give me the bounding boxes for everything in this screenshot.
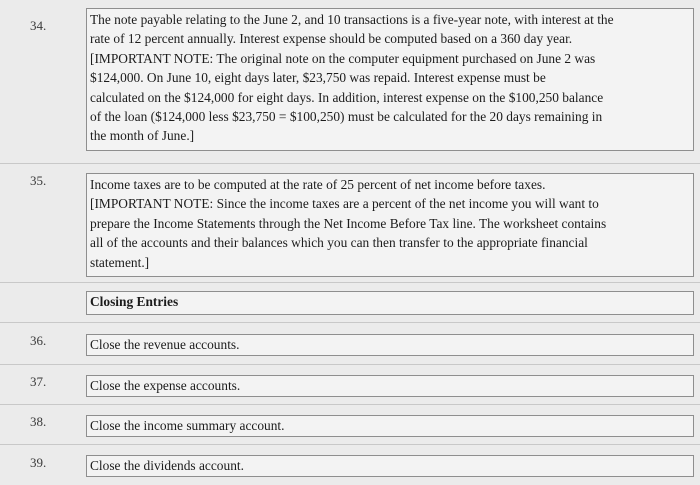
item-text: Close the revenue accounts. (90, 337, 240, 352)
item-text-box (86, 173, 694, 277)
item-row-36 (0, 322, 700, 364)
item-row-38 (0, 404, 700, 444)
item-text: Close the dividends account. (90, 458, 244, 473)
item-text-box (86, 455, 694, 477)
text-line: statement.] (90, 254, 150, 270)
item-row-34 (0, 0, 700, 163)
item-text-box (86, 375, 694, 397)
item-number: 39. (30, 455, 47, 470)
item-text-box (86, 415, 694, 437)
item-text-box (86, 334, 694, 356)
text-line: The note payable relating to the June 2, and 10 transactions is a five-year note, with interest at the (90, 12, 614, 27)
text-line: calculated on the $124,000 for eight days. In addition, interest expense on the $100,250 balance (90, 89, 604, 105)
item-number: 36. (30, 333, 47, 348)
text-line: Income taxes are to be computed at the rate of 25 percent of net income before taxes. (90, 177, 546, 192)
text-line: of the loan ($124,000 less $23,750 = $100,250) must be calculated for the 20 days remaining in (90, 109, 603, 125)
text-line: prepare the Income Statements through the Net Income Before Tax line. The worksheet contains (90, 215, 607, 231)
text-line: $124,000. On June 10, eight days later, $23,750 was repaid. Interest expense must be (90, 70, 546, 86)
text-line: [IMPORTANT NOTE: The original note on the computer equipment purchased on June 2 was (90, 50, 596, 66)
section-heading: Closing Entries (90, 294, 179, 309)
item-number: 38. (30, 414, 47, 429)
section-heading-box (86, 291, 694, 315)
text-line: rate of 12 percent annually. Interest expense should be computed based on a 360 day year. (90, 31, 573, 47)
item-text: Close the income summary account. (90, 418, 285, 433)
item-text-box (86, 8, 694, 151)
text-line: [IMPORTANT NOTE: Since the income taxes are a percent of the net income you will want to (90, 196, 599, 212)
item-text: Close the expense accounts. (90, 378, 241, 393)
section-row (0, 282, 700, 322)
item-number: 34. (30, 18, 47, 33)
text-line: the month of June.] (90, 128, 195, 144)
item-row-37 (0, 364, 700, 404)
text-line: all of the accounts and their balances which you can then transfer to the appropriate financial (90, 235, 588, 251)
item-number: 35. (30, 173, 47, 188)
item-row-39 (0, 444, 700, 485)
item-number: 37. (30, 374, 47, 389)
item-row-35 (0, 163, 700, 277)
